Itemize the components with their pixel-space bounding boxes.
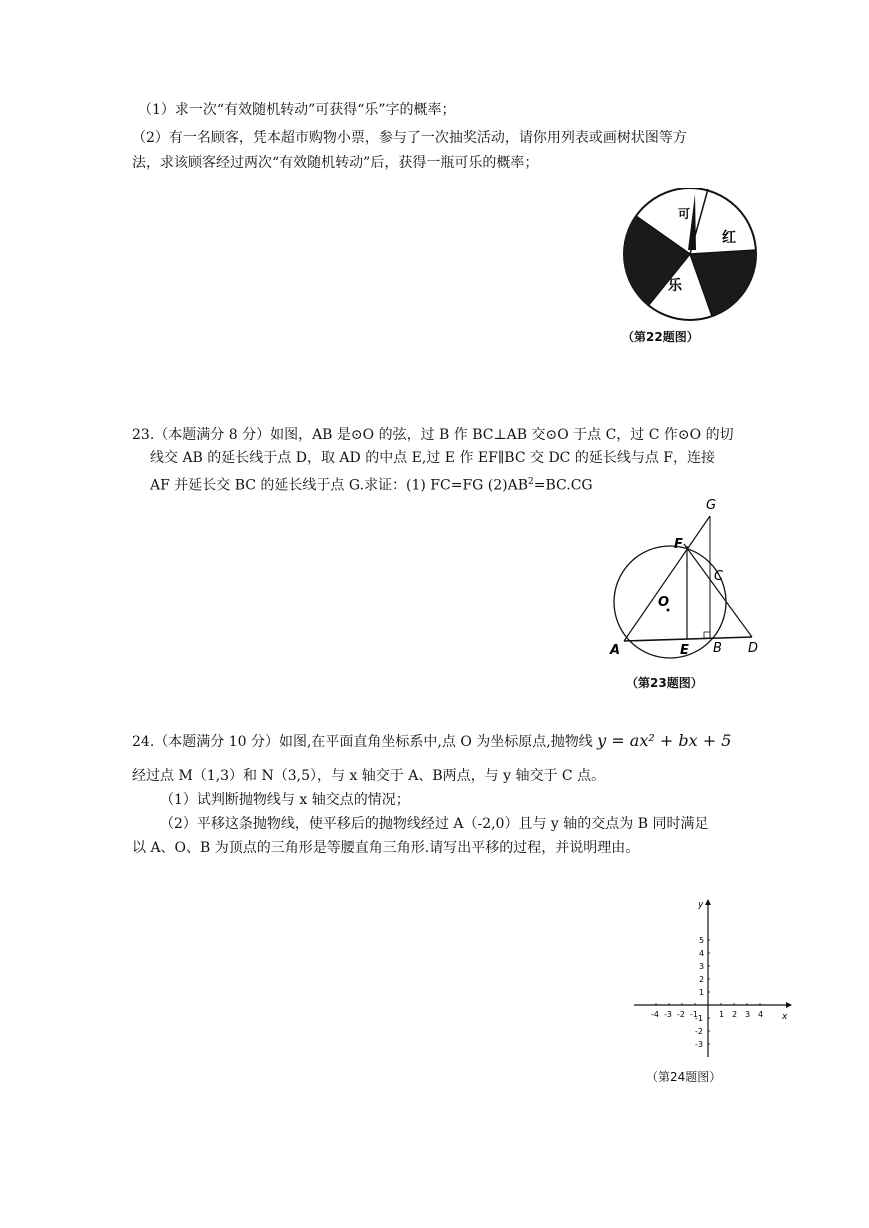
y-tick-label: 3 bbox=[699, 962, 705, 971]
q24-line1 bbox=[132, 731, 731, 752]
q24-line1-text: 24.（本题满分 10 分）如图,在平面直角坐标系中,点 O 为坐标原点,抛物线 bbox=[132, 734, 593, 750]
q22-part1: （1）求一次“有效随机转动”可获得“乐”字的概率； bbox=[138, 102, 456, 118]
point-g-label: G bbox=[706, 498, 717, 513]
q24-part1: （1）试判断抛物线与 x 轴交点的情况； bbox=[160, 792, 410, 808]
q22-part2-line1: （2）有一名顾客，凭本超市购物小票，参与了一次抽奖活动，请你用列表或画树状图等方 bbox=[132, 130, 687, 146]
point-a-label: A bbox=[610, 643, 621, 658]
x-tick-label: -2 bbox=[677, 1010, 685, 1019]
q23-superscript: 2 bbox=[528, 477, 534, 487]
y-axis-arrow bbox=[705, 899, 711, 905]
y-tick-label: -3 bbox=[695, 1040, 703, 1049]
spinner-label-le: 乐 bbox=[668, 278, 682, 294]
x-tick-label: -4 bbox=[651, 1010, 659, 1019]
parabola-formula: y = ax² + bx + 5 bbox=[597, 731, 732, 750]
x-tick-label: 4 bbox=[758, 1010, 764, 1019]
x-tick-label: -3 bbox=[664, 1010, 672, 1019]
q23-line3-after: =BC.CG bbox=[533, 477, 593, 494]
point-b-label: B bbox=[713, 641, 722, 656]
spinner-label-hong: 红 bbox=[722, 230, 736, 246]
coordinate-axes-figure bbox=[628, 895, 798, 1065]
point-e-label: E bbox=[680, 643, 689, 658]
x-tick-label: -1 bbox=[690, 1010, 698, 1019]
x-axis-label: x bbox=[782, 1012, 788, 1022]
y-tick-label: 5 bbox=[699, 936, 705, 945]
q24-line2: 经过点 M（1,3）和 N（3,5），与 x 轴交于 A、B两点，与 y 轴交于 C 点。 bbox=[132, 768, 606, 784]
x-tick-label: 3 bbox=[745, 1010, 751, 1019]
y-axis-label: y bbox=[698, 900, 704, 910]
y-tick-label: 2 bbox=[699, 975, 705, 984]
point-d-label: D bbox=[748, 641, 759, 656]
q22-figure-caption: （第22题图） bbox=[622, 330, 699, 344]
q23-line3-before: AF 并延长交 BC 的延长线于点 G.求证：(1) FC=FG (2)AB bbox=[150, 477, 529, 494]
q24-part2-line1: （2）平移这条抛物线，使平移后的抛物线经过 A（-2,0）且与 y 轴的交点为 B 同时满足 bbox=[160, 816, 709, 832]
point-f-label: F bbox=[674, 537, 683, 552]
y-tick-label: 4 bbox=[699, 949, 705, 958]
q23-line2: 线交 AB 的延长线于点 D，取 AD 的中点 E,过 E 作 EF∥BC 交 DC 的延长线与点 F，连接 bbox=[150, 450, 716, 466]
q24-figure-caption: （第24题图） bbox=[646, 1070, 722, 1084]
y-tick-label: 1 bbox=[699, 988, 705, 997]
x-tick-label: 1 bbox=[719, 1010, 725, 1019]
y-tick-label: -2 bbox=[695, 1027, 703, 1036]
point-c-label: C bbox=[714, 569, 724, 584]
q24-part2-line2: 以 A、O、B 为顶点的三角形是等腰直角三角形.请写出平移的过程，并说明理由。 bbox=[132, 840, 640, 856]
q23-line3 bbox=[150, 472, 593, 496]
x-tick-label: 2 bbox=[732, 1010, 738, 1019]
spinner-label-ke: 可 bbox=[678, 207, 691, 221]
q22-part2-line2: 法，求该顾客经过两次“有效随机转动”后，获得一瓶可乐的概率； bbox=[132, 155, 539, 171]
y-tick-label: -1 bbox=[695, 1014, 703, 1023]
spinner-figure bbox=[612, 188, 772, 323]
point-o-label: O bbox=[658, 595, 670, 610]
q23-line1: 23.（本题满分 8 分）如图，AB 是⊙O 的弦，过 B 作 BC⊥AB 交⊙O 于点 C，过 C 作⊙O 的切 bbox=[132, 427, 734, 443]
x-axis-arrow bbox=[786, 1002, 792, 1008]
q23-figure-caption: （第23题图） bbox=[626, 676, 703, 690]
geometry-figure bbox=[600, 494, 775, 666]
